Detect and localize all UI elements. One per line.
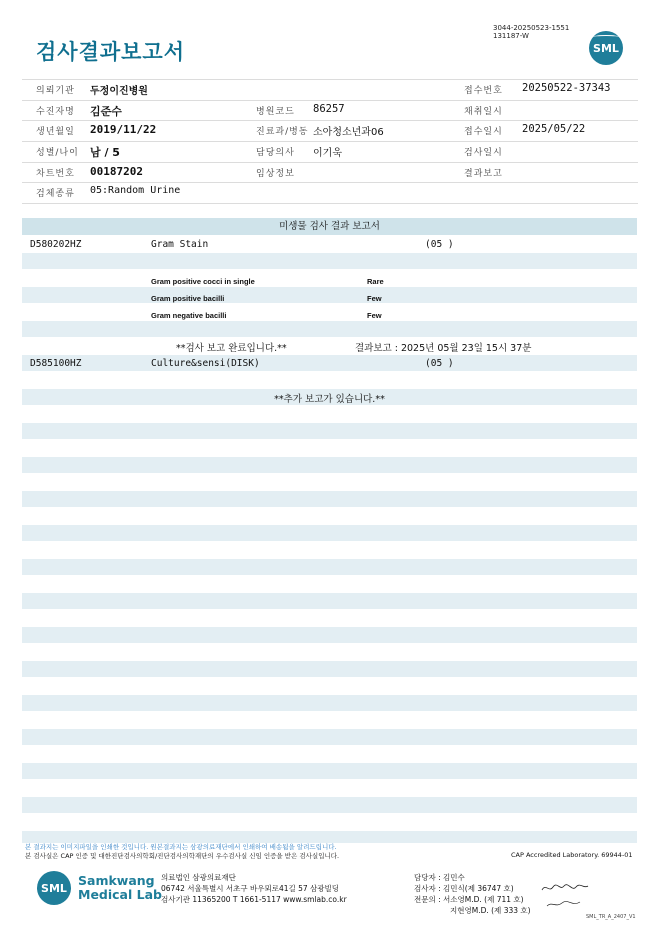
test-code: D585100HZ: [30, 358, 82, 369]
signature-icon: [540, 881, 590, 895]
test-code: D580202HZ: [30, 239, 82, 250]
test-name: Culture&sensi(DISK): [151, 358, 260, 369]
sml-logo-icon: SML: [589, 31, 623, 65]
doctor-name: 이기욱: [313, 148, 342, 159]
result-value: Rare: [367, 277, 384, 286]
reference-code: 3044-20250523-1551 131187-W: [493, 24, 570, 40]
sml-logo-icon: SML: [37, 871, 71, 905]
report-time: 결과보고 : 2025년 05월 23일 15시 37분: [355, 343, 532, 354]
result-name: Gram positive cocci in single: [151, 277, 255, 286]
result-value: Few: [367, 294, 382, 303]
staff-list: 담당자 : 김민수 검사자 : 김민식(제 36747 호) 전문의 : 서소영M.D. (제 711 호) 지현영M.D. (제 333 호): [414, 873, 531, 915]
section-header: 미생물 검사 결과 보고서: [22, 218, 637, 235]
sex-age: 남 / 5: [90, 146, 120, 159]
birth-date: 2019/11/22: [90, 123, 157, 136]
specimen-type: 05:Random Urine: [90, 185, 181, 196]
page-title: 검사결과보고서: [36, 40, 186, 64]
result-name: Gram negative bacilli: [151, 311, 227, 320]
result-name: Gram positive bacilli: [151, 294, 225, 303]
receipt-number: 20250522-37343: [522, 82, 611, 94]
lab-name: Samkwang Medical Lab: [78, 873, 162, 902]
accreditation-notice: 본 검사실은 CAP 인증 및 대한진단검사의학회/진단검사의학재단의 우수검사실 신임 인증을 받은 검사실입니다.: [25, 852, 340, 860]
patient-name: 김준수: [90, 105, 122, 118]
department: 소아청소년과06: [313, 127, 384, 138]
additional-report-message: **추가 보고가 있습니다.**: [274, 394, 385, 405]
test-specimen: (05 ): [425, 358, 454, 369]
test-name: Gram Stain: [151, 239, 209, 250]
form-code: SML_TR_A_2407_V1: [586, 914, 636, 920]
chart-number: 00187202: [90, 165, 143, 178]
test-specimen: (05 ): [425, 239, 454, 250]
hospital-name: 두정이진병원: [90, 86, 148, 97]
cap-accreditation: CAP Accredited Laboratory. 69944-01: [511, 851, 633, 859]
completion-message: **검사 보고 완료입니다.**: [176, 343, 287, 354]
image-notice: 본 결과지는 이미지파일을 인쇄한 것입니다. 원본결과지는 삼광의료재단에서 인쇄하여 배송됨을 알려드립니다.: [25, 843, 337, 851]
result-value: Few: [367, 311, 382, 320]
hospital-code: 86257: [313, 103, 345, 115]
receipt-date: 2025/05/22: [522, 123, 586, 135]
lab-address: 의료법인 삼광의료재단 06742 서울특별시 서초구 바우뫼로41길 57 삼광빌딩 검사기관 11365200 T 1661-5117 www.smlab.co.kr: [161, 873, 347, 904]
signature-icon: [546, 899, 582, 909]
